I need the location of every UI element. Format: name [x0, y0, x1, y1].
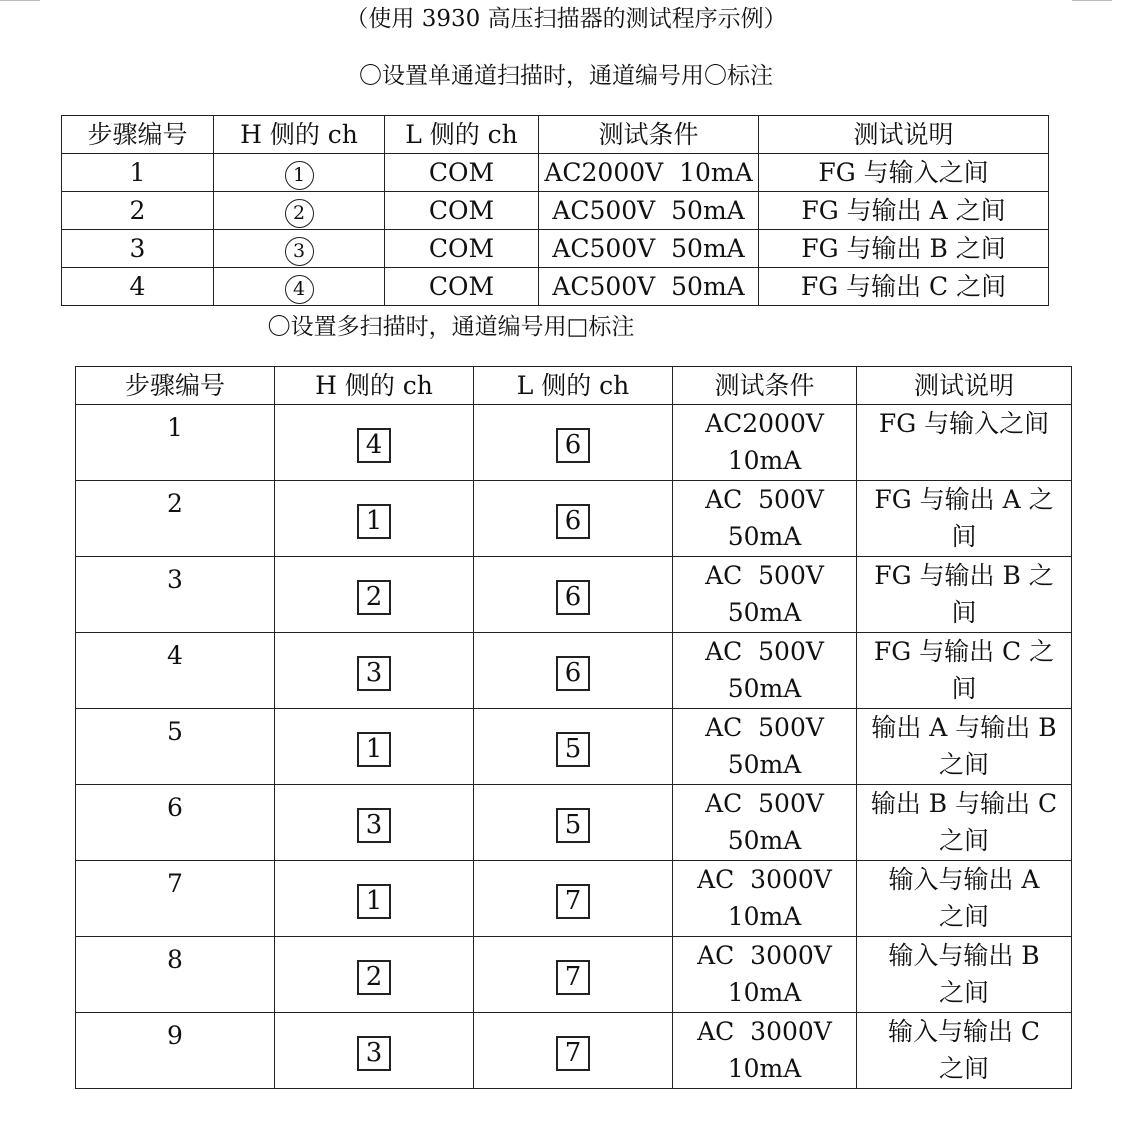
header-description: 测试说明: [857, 367, 1072, 405]
table-row: [62, 192, 1049, 230]
condition-current: 50mA: [727, 674, 802, 703]
single-channel-table: [61, 115, 1049, 306]
condition-voltage: AC2000V: [705, 409, 824, 438]
step-number: 3: [62, 230, 214, 268]
test-description: [857, 785, 1072, 861]
condition-current: 50mA: [727, 826, 802, 855]
test-condition: [673, 481, 857, 557]
l-channel-boxed: 7: [556, 960, 590, 995]
page-corner-mark: [1072, 0, 1112, 1]
h-channel-boxed: 3: [357, 656, 391, 691]
description-line1: FG 与输出 A 之: [874, 485, 1054, 514]
condition-current: 50mA: [727, 750, 802, 779]
header-condition: 测试条件: [673, 367, 857, 405]
step-number: 3: [76, 557, 275, 633]
test-condition: [673, 709, 857, 785]
condition-voltage: AC 500V: [705, 713, 824, 742]
l-channel-boxed: 7: [556, 1036, 590, 1071]
l-channel-boxed: 6: [556, 428, 590, 463]
test-description: [857, 937, 1072, 1013]
test-description: [857, 633, 1072, 709]
condition-voltage: AC 3000V: [697, 1017, 832, 1046]
test-description: FG 与输出 B 之间: [759, 230, 1049, 268]
step-number: 5: [76, 709, 275, 785]
h-channel-circled: 4: [285, 275, 314, 304]
h-channel-circled: 2: [285, 199, 314, 228]
condition-current: 50mA: [727, 598, 802, 627]
step-number: 2: [62, 192, 214, 230]
condition-voltage: AC 500V: [705, 789, 824, 818]
test-condition: [673, 557, 857, 633]
test-condition: AC500V 50mA: [539, 268, 759, 306]
l-channel-boxed: 5: [556, 808, 590, 843]
table-row: [76, 709, 1072, 785]
table-header-row: [76, 367, 1072, 405]
l-channel-boxed: 7: [556, 884, 590, 919]
header-condition: 测试条件: [539, 116, 759, 154]
condition-current: 10mA: [727, 902, 802, 931]
h-channel-circled: 1: [285, 161, 314, 190]
step-number: 1: [76, 405, 275, 481]
condition-current: 10mA: [727, 1054, 802, 1083]
table-row: [76, 557, 1072, 633]
description-line2: 之间: [938, 826, 989, 855]
header-h-ch: H 侧的 ch: [275, 367, 474, 405]
header-h-ch: H 侧的 ch: [214, 116, 385, 154]
step-number: 7: [76, 861, 275, 937]
condition-voltage: AC 500V: [705, 637, 824, 666]
condition-voltage: AC 3000V: [697, 865, 832, 894]
table-row: [76, 937, 1072, 1013]
header-step: 步骤编号: [62, 116, 214, 154]
step-number: 2: [76, 481, 275, 557]
test-description: FG 与输入之间: [759, 154, 1049, 192]
step-number: 4: [76, 633, 275, 709]
h-channel-boxed: 3: [357, 1036, 391, 1071]
test-condition: [673, 633, 857, 709]
test-description: FG 与输出 C 之间: [759, 268, 1049, 306]
table-row: [76, 1013, 1072, 1089]
description-line1: 输入与输出 B: [888, 941, 1040, 970]
test-condition: [673, 937, 857, 1013]
l-channel-boxed: 6: [556, 504, 590, 539]
description-line1: 输出 A 与输出 B: [871, 713, 1057, 742]
table-header-row: [62, 116, 1049, 154]
description-line1: 输出 B 与输出 C: [870, 789, 1058, 818]
condition-voltage: AC 500V: [705, 485, 824, 514]
description-line2: 间: [951, 522, 977, 551]
h-channel-boxed: 2: [357, 580, 391, 615]
test-description: [857, 1013, 1072, 1089]
table-row: [62, 230, 1049, 268]
h-channel-circled: 3: [285, 237, 314, 266]
condition-voltage: AC 500V: [705, 561, 824, 590]
condition-current: 10mA: [727, 978, 802, 1007]
description-line1: FG 与输入之间: [878, 409, 1050, 438]
step-number: 6: [76, 785, 275, 861]
l-channel: COM: [385, 230, 539, 268]
section1-title: 〇设置单通道扫描时，通道编号用〇标注: [359, 63, 773, 89]
test-description: [857, 481, 1072, 557]
description-line1: 输入与输出 A: [888, 865, 1040, 894]
description-line2: 间: [951, 598, 977, 627]
description-line2: 之间: [938, 1054, 989, 1083]
h-channel-boxed: 4: [357, 428, 391, 463]
test-condition: AC2000V 10mA: [539, 154, 759, 192]
condition-current: 50mA: [727, 522, 802, 551]
h-channel-boxed: 2: [357, 960, 391, 995]
l-channel-boxed: 6: [556, 656, 590, 691]
test-description: FG 与输出 A 之间: [759, 192, 1049, 230]
h-channel-boxed: 1: [357, 504, 391, 539]
table-row: [76, 785, 1072, 861]
step-number: 8: [76, 937, 275, 1013]
page-corner-mark: [0, 0, 40, 1]
test-description: [857, 709, 1072, 785]
condition-voltage: AC 3000V: [697, 941, 832, 970]
description-line2: 之间: [938, 902, 989, 931]
test-condition: [673, 405, 857, 481]
test-description: [857, 557, 1072, 633]
test-condition: [673, 861, 857, 937]
l-channel-boxed: 6: [556, 580, 590, 615]
h-channel-boxed: 3: [357, 808, 391, 843]
step-number: 4: [62, 268, 214, 306]
test-description: [857, 861, 1072, 937]
description-line1: FG 与输出 B 之: [874, 561, 1054, 590]
step-number: 9: [76, 1013, 275, 1089]
h-channel-boxed: 1: [357, 884, 391, 919]
l-channel: COM: [385, 154, 539, 192]
description-line2: 之间: [938, 750, 989, 779]
header-description: 测试说明: [759, 116, 1049, 154]
table-row: [76, 481, 1072, 557]
description-line2: 之间: [938, 978, 989, 1007]
table-row: [62, 154, 1049, 192]
header-step: 步骤编号: [76, 367, 275, 405]
test-condition: [673, 785, 857, 861]
table-row: [76, 861, 1072, 937]
multi-scan-table: [75, 366, 1072, 1089]
test-condition: [673, 1013, 857, 1089]
table-row: [76, 633, 1072, 709]
description-line1: 输入与输出 C: [887, 1017, 1041, 1046]
l-channel: COM: [385, 268, 539, 306]
test-condition: AC500V 50mA: [539, 192, 759, 230]
table-row: [62, 268, 1049, 306]
document-header: （使用 3930 高压扫描器的测试程序示例）: [345, 6, 787, 32]
section2-title: 〇设置多扫描时，通道编号用□标注: [267, 314, 635, 340]
l-channel-boxed: 5: [556, 732, 590, 767]
test-condition: AC500V 50mA: [539, 230, 759, 268]
step-number: 1: [62, 154, 214, 192]
description-line2: 间: [951, 674, 977, 703]
h-channel-boxed: 1: [357, 732, 391, 767]
table-row: [76, 405, 1072, 481]
description-line1: FG 与输出 C 之: [873, 637, 1055, 666]
header-l-ch: L 侧的 ch: [474, 367, 673, 405]
header-l-ch: L 侧的 ch: [385, 116, 539, 154]
l-channel: COM: [385, 192, 539, 230]
condition-current: 10mA: [727, 446, 802, 475]
test-description: [857, 405, 1072, 481]
